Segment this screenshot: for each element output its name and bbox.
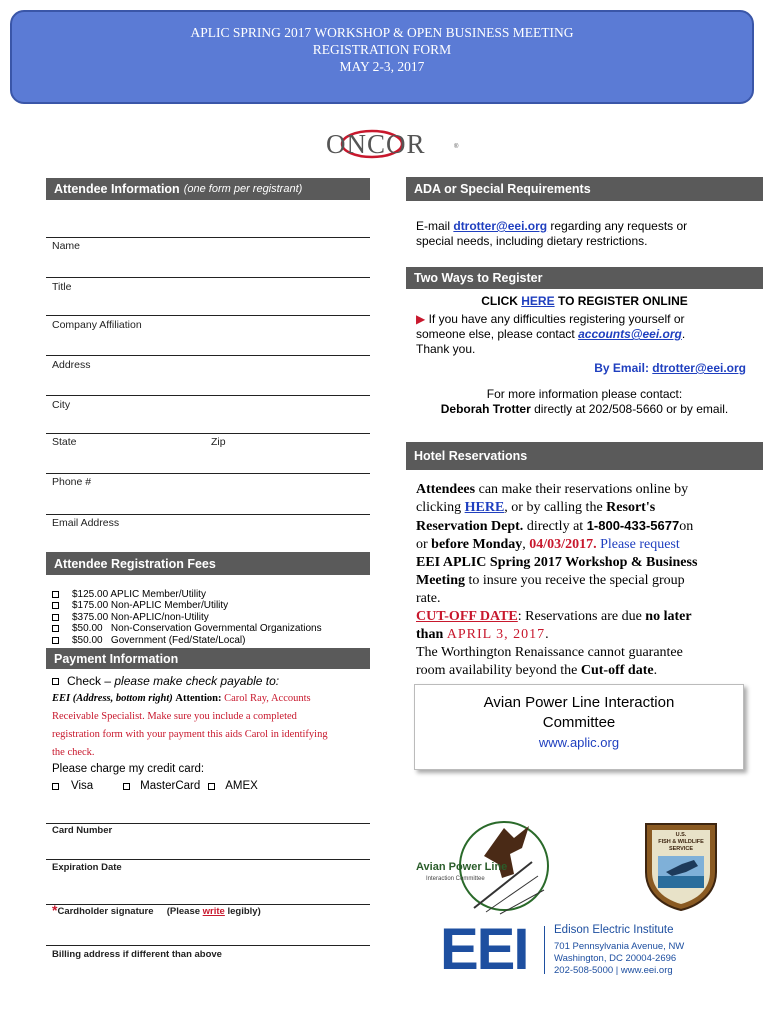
title-label: Title bbox=[52, 281, 72, 293]
hotel-t2: clicking bbox=[416, 500, 462, 515]
hotel-t8: to insure you receive the special group bbox=[468, 573, 685, 588]
header-banner bbox=[10, 10, 754, 104]
checkbox-icon[interactable] bbox=[208, 783, 215, 790]
ada-title: ADA or Special Requirements bbox=[414, 182, 591, 196]
fee-option[interactable] bbox=[52, 589, 206, 600]
payment-note bbox=[52, 690, 370, 762]
checkbox-icon[interactable] bbox=[52, 591, 59, 598]
aplic-logo-name: Avian Power Line bbox=[416, 861, 508, 873]
aplic-url[interactable]: www.aplic.org bbox=[538, 735, 620, 750]
fee-label: $50.00 Non-Conservation Governmental Organizations bbox=[72, 623, 322, 634]
name-field[interactable] bbox=[46, 237, 370, 238]
ada-text bbox=[416, 219, 687, 249]
eei-addr3: 202-508-5000 | www.eei.org bbox=[554, 965, 673, 976]
note-line4: the check. bbox=[52, 747, 95, 758]
hotel-resdept: Reservation Dept. bbox=[416, 519, 524, 534]
charge-label: Please charge my credit card: bbox=[52, 763, 205, 775]
usfws-text2: FISH & WILDLIFE bbox=[658, 839, 704, 845]
hotel-t9: rate. bbox=[416, 591, 441, 606]
register-header bbox=[406, 267, 763, 289]
fee-option[interactable] bbox=[52, 635, 245, 646]
by-email-label: By Email: bbox=[594, 361, 649, 375]
eei-name: Edison Electric Institute bbox=[554, 924, 674, 936]
period: . bbox=[681, 327, 686, 341]
more-info-text: For more information please contact: bbox=[486, 387, 683, 401]
fee-label: $175.00 Non-APLIC Member/Utility bbox=[72, 600, 229, 611]
fee-label: $50.00 Government (Fed/State/Local) bbox=[72, 635, 246, 646]
please-text: (Please bbox=[166, 906, 201, 917]
more-info bbox=[406, 387, 763, 417]
aplic-card bbox=[414, 684, 744, 770]
hotel-resorts: Resort's bbox=[606, 500, 656, 515]
usfws-logo bbox=[642, 820, 720, 912]
contact-rest: directly at 202/508-5660 or by email. bbox=[534, 402, 729, 416]
hotel-cutoffdate: Cut-off date bbox=[580, 663, 654, 678]
card-mastercard[interactable]: MasterCard bbox=[140, 780, 201, 792]
address-field[interactable] bbox=[46, 355, 370, 356]
ada-header bbox=[406, 177, 763, 201]
title-field[interactable] bbox=[46, 277, 370, 278]
company-label: Company Affiliation bbox=[52, 319, 142, 331]
attendee-info-title: Attendee Information bbox=[54, 182, 180, 196]
eei-addr1: 701 Pennsylvania Avenue, NW bbox=[554, 941, 685, 952]
hotel-april: APRIL 3, 2017 bbox=[446, 627, 546, 642]
phone-field[interactable] bbox=[46, 473, 370, 474]
legibly-text: legibly) bbox=[227, 906, 261, 917]
name-label: Name bbox=[52, 240, 81, 252]
hotel-text bbox=[416, 481, 746, 680]
hotel-nolater: no later bbox=[645, 609, 692, 624]
state-label: State bbox=[52, 436, 77, 448]
aplic-logo-sub: Interaction Committee bbox=[426, 876, 485, 882]
eei-addr2: Washington, DC 20004-2696 bbox=[554, 953, 677, 964]
card-options bbox=[52, 780, 258, 792]
accounts-email-link[interactable]: accounts@eei.org bbox=[578, 327, 682, 341]
check-label: Check – bbox=[67, 674, 112, 688]
fee-label: $375.00 Non-APLIC/non-Utility bbox=[72, 612, 209, 623]
arrow-right-icon: ▶ bbox=[416, 312, 426, 326]
attention-label: Attention: bbox=[175, 693, 222, 704]
required-asterisk: * bbox=[52, 902, 58, 918]
difficulty1: If you have any difficulties registering yourself or bbox=[428, 312, 685, 326]
header-line2: REGISTRATION FORM bbox=[312, 42, 452, 57]
hotel-t6: or bbox=[416, 537, 428, 552]
ada-prefix: E-mail bbox=[416, 219, 451, 233]
fees-header bbox=[46, 552, 370, 575]
usfws-text3: SERVICE bbox=[668, 846, 694, 852]
checkbox-icon[interactable] bbox=[123, 783, 130, 790]
hotel-t13: room availability beyond the bbox=[416, 663, 578, 678]
checkbox-icon[interactable] bbox=[52, 678, 59, 685]
hotel-t12: The Worthington Renaissance cannot guarantee bbox=[416, 645, 683, 660]
expiration-label: Expiration Date bbox=[52, 862, 122, 873]
register-here-link[interactable]: HERE bbox=[521, 294, 555, 308]
register-online bbox=[406, 294, 763, 308]
ada-email-link[interactable]: dtrotter@eei.org bbox=[453, 219, 548, 233]
note-line1: Carol Ray, Accounts bbox=[224, 693, 311, 704]
hotel-attendees: Attendees bbox=[416, 482, 476, 497]
fee-label: $125.00 APLIC Member/Utility bbox=[72, 589, 206, 600]
register-title: Two Ways to Register bbox=[414, 271, 543, 285]
signature-field[interactable] bbox=[46, 904, 370, 905]
hotel-phone: 1-800-433-5677 bbox=[586, 518, 680, 533]
ada-text1: regarding any requests or bbox=[550, 219, 688, 233]
oncor-logo bbox=[324, 122, 462, 168]
city-field[interactable] bbox=[46, 395, 370, 396]
hotel-t11: . bbox=[545, 627, 549, 642]
header-line3: MAY 2-3, 2017 bbox=[339, 59, 425, 74]
eei-address bbox=[554, 941, 684, 977]
email-field[interactable] bbox=[46, 514, 370, 515]
online-text: TO REGISTER ONLINE bbox=[557, 294, 688, 308]
hotel-t5: on bbox=[679, 519, 694, 534]
eei-letters: EEI bbox=[440, 917, 528, 982]
note-line3: registration form with your payment this aids Carol in identifying bbox=[52, 729, 328, 740]
hotel-t1: can make their reservations online by bbox=[478, 482, 689, 497]
card-visa[interactable]: Visa bbox=[71, 780, 94, 792]
checkbox-icon[interactable] bbox=[52, 783, 59, 790]
checkbox-icon[interactable] bbox=[52, 614, 59, 621]
hotel-title: Hotel Reservations bbox=[414, 449, 528, 463]
hotel-than: than bbox=[416, 627, 444, 642]
billing-field[interactable] bbox=[46, 945, 370, 946]
eei-address-ref: EEI (Address, bottom right) bbox=[52, 693, 173, 704]
ada-text2: special needs, including dietary restrictions. bbox=[416, 234, 648, 248]
eei-divider bbox=[544, 926, 545, 974]
by-email-link[interactable]: dtrotter@eei.org bbox=[652, 361, 746, 375]
hotel-t3: , or by calling the bbox=[504, 500, 603, 515]
hotel-bold2: Meeting bbox=[416, 573, 465, 588]
hotel-t7: Please request bbox=[600, 537, 680, 552]
fee-option[interactable] bbox=[52, 623, 322, 634]
click-text: CLICK bbox=[481, 294, 518, 308]
hotel-header bbox=[406, 442, 763, 470]
difficulty2: someone else, please contact bbox=[416, 327, 575, 341]
expiration-field[interactable] bbox=[46, 859, 370, 860]
checkbox-icon[interactable] bbox=[52, 637, 59, 644]
oncor-registered-mark: ® bbox=[454, 144, 459, 150]
aplic-logo bbox=[414, 816, 554, 916]
hotel-t4: directly at bbox=[526, 519, 584, 534]
card-number-label: Card Number bbox=[52, 825, 113, 836]
city-label: City bbox=[52, 399, 71, 411]
signature-text: Cardholder signature bbox=[57, 906, 154, 917]
hotel-before: before Monday bbox=[431, 537, 523, 552]
check-option[interactable] bbox=[52, 674, 279, 688]
thanks: Thank you. bbox=[416, 342, 476, 356]
zip-label: Zip bbox=[211, 436, 226, 448]
usfws-text1: U.S. bbox=[675, 832, 687, 838]
phone-label: Phone # bbox=[52, 476, 92, 488]
fees-title: Attendee Registration Fees bbox=[54, 556, 216, 571]
state-zip-field[interactable] bbox=[46, 433, 370, 434]
header-line1: APLIC SPRING 2017 WORKSHOP & OPEN BUSINESS MEETING bbox=[190, 25, 574, 40]
company-field[interactable] bbox=[46, 315, 370, 316]
hotel-t14: . bbox=[653, 663, 658, 678]
fee-option[interactable] bbox=[52, 600, 228, 611]
payment-title: Payment Information bbox=[54, 651, 179, 666]
hotel-bold1: EEI APLIC Spring 2017 Workshop & Business bbox=[416, 555, 698, 570]
difficulty-text bbox=[416, 312, 685, 357]
payment-header bbox=[46, 648, 370, 669]
card-number-field[interactable] bbox=[46, 823, 370, 824]
billing-label: Billing address if different than above bbox=[52, 949, 222, 960]
hotel-date: 04/03/2017. bbox=[529, 537, 597, 552]
aplic-line1: Avian Power Line Interaction bbox=[483, 694, 675, 711]
card-amex[interactable]: AMEX bbox=[225, 780, 258, 792]
check-instruction: please make check payable to: bbox=[114, 674, 280, 688]
fee-option[interactable] bbox=[52, 612, 209, 623]
by-email bbox=[406, 361, 746, 375]
oncor-logo-text: ONCOR bbox=[326, 129, 426, 159]
note-line2: Receivable Specialist. Make sure you include a completed bbox=[52, 711, 297, 722]
eei-logo bbox=[440, 917, 740, 982]
hotel-here-link[interactable]: HERE bbox=[464, 500, 505, 515]
email-label: Email Address bbox=[52, 517, 120, 529]
hotel-comma: , bbox=[522, 537, 526, 552]
checkbox-icon[interactable] bbox=[52, 602, 59, 609]
contact-name: Deborah Trotter bbox=[440, 402, 531, 416]
aplic-line2: Committee bbox=[542, 714, 616, 731]
hotel-t10: : Reservations are due bbox=[517, 609, 642, 624]
checkbox-icon[interactable] bbox=[52, 625, 59, 632]
address-label: Address bbox=[52, 359, 91, 371]
hotel-cutoff-label: CUT-OFF DATE bbox=[416, 609, 518, 624]
write-text: write bbox=[202, 906, 225, 917]
signature-label bbox=[52, 902, 261, 922]
attendee-info-header bbox=[46, 178, 370, 200]
attendee-info-subtitle: (one form per registrant) bbox=[183, 183, 303, 195]
